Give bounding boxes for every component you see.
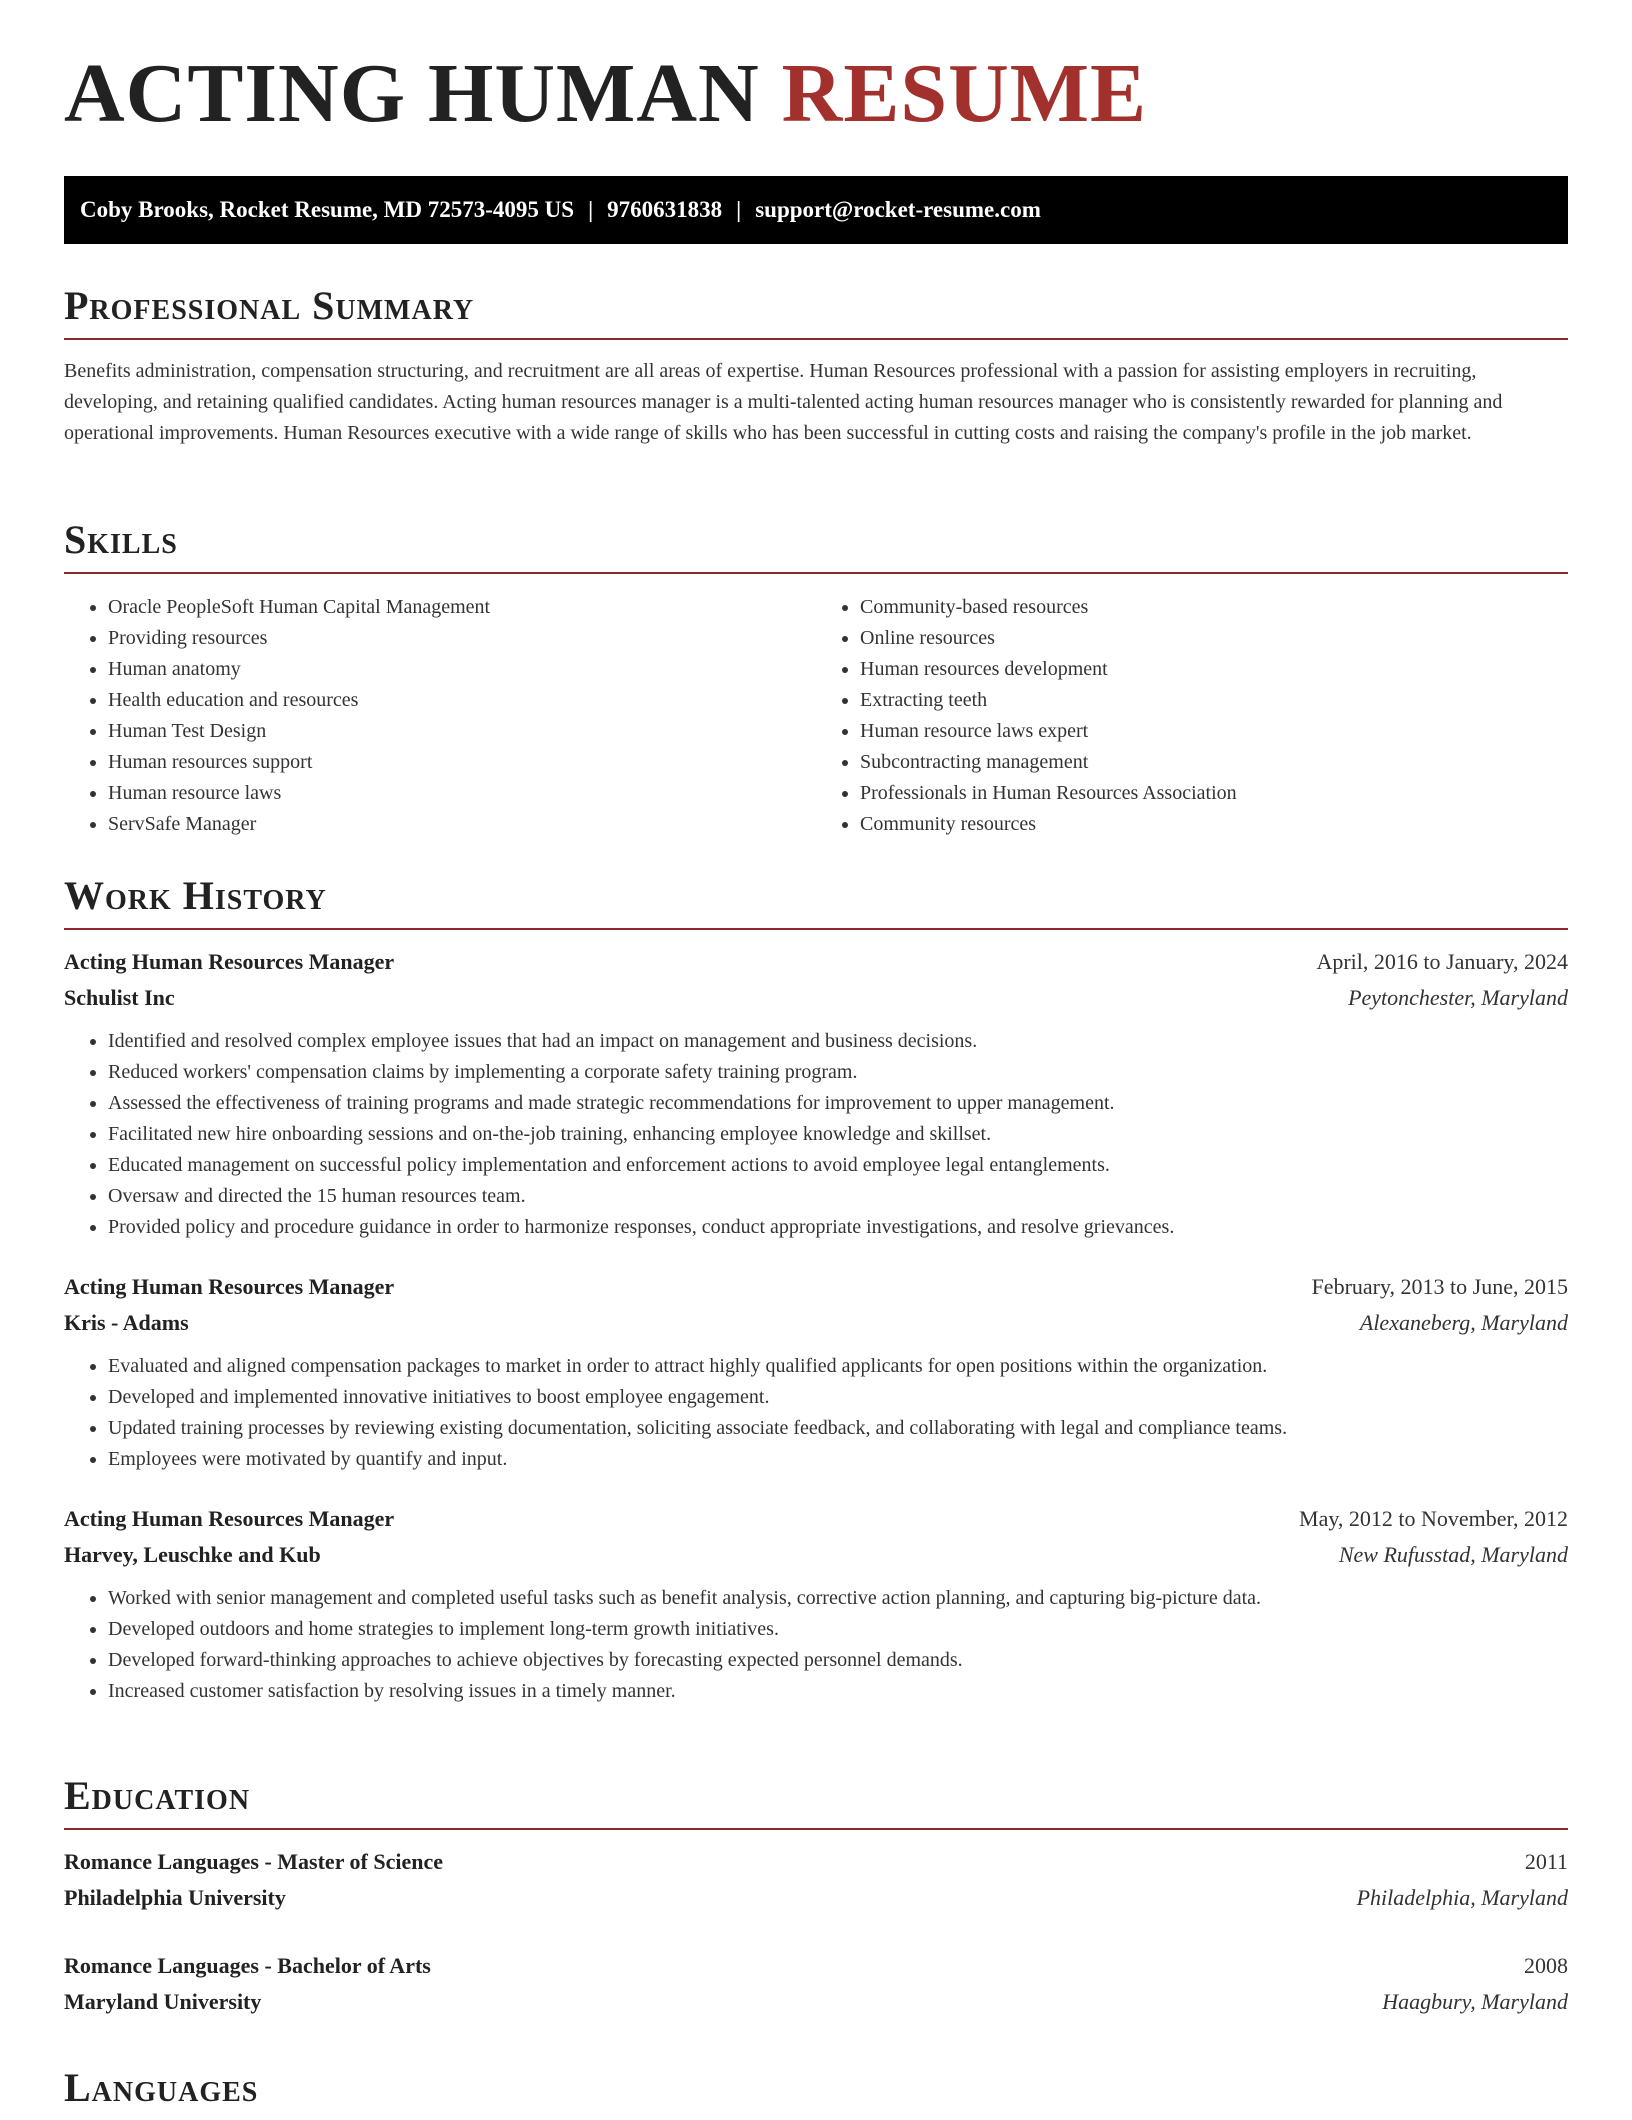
job-subheader (64, 1305, 1568, 1341)
skill-item: • Extracting teeth (860, 685, 1568, 716)
job-header (64, 1269, 1568, 1305)
job-bullet: • Educated management on successful policy implementation and enforcement actions to avoid employee legal entanglements. (108, 1150, 1568, 1181)
job-location: New Rufusstad, Maryland (1338, 1542, 1568, 1567)
skill-item: • Human resource laws expert (860, 716, 1568, 747)
job-dates: May, 2012 to November, 2012 (1299, 1506, 1568, 1531)
job-entry (64, 1501, 1568, 1707)
title-main: ACTING HUMAN (64, 47, 760, 140)
skill-item: • Subcontracting management (860, 747, 1568, 778)
education-school: Maryland University (64, 1989, 262, 2014)
education-header (64, 1948, 1568, 1984)
contact-bar (64, 176, 1568, 244)
education-school: Philadelphia University (64, 1885, 286, 1910)
contact-address: Coby Brooks, Rocket Resume, MD 72573-4095 US (80, 197, 575, 222)
job-bullet: • Developed forward-thinking approaches to achieve objectives by forecasting expected personnel demands. (108, 1645, 1568, 1676)
job-header (64, 1501, 1568, 1537)
skill-item: • Human resource laws (108, 778, 816, 809)
skill-item: • Human anatomy (108, 654, 816, 685)
skills-section (64, 517, 1568, 840)
job-location: Alexaneberg, Maryland (1359, 1310, 1568, 1335)
education-degree: Romance Languages - Bachelor of Arts (64, 1953, 431, 1978)
education-header (64, 1844, 1568, 1880)
education-year: 2011 (1524, 1849, 1568, 1874)
section-heading: Professional Summary (64, 286, 1568, 340)
contact-separator: | (588, 197, 594, 222)
education-location: Haagbury, Maryland (1382, 1989, 1568, 2014)
education-entry (64, 1948, 1568, 2020)
section-heading: Skills (64, 520, 1568, 574)
skill-item: • Online resources (860, 623, 1568, 654)
resume-title (64, 47, 1148, 140)
job-bullets (64, 1583, 1568, 1707)
skill-item: • Health education and resources (108, 685, 816, 716)
job-bullet: • Reduced workers' compensation claims by implementing a corporate safety training program. (108, 1057, 1568, 1088)
job-role: Acting Human Resources Manager (64, 1506, 395, 1531)
job-bullet: • Developed and implemented innovative initiatives to boost employee engagement. (108, 1382, 1568, 1413)
education-section (64, 1773, 1568, 2020)
job-subheader (64, 1537, 1568, 1573)
contact-email[interactable]: support@rocket-resume.com (755, 197, 1041, 222)
job-bullet: • Evaluated and aligned compensation packages to market in order to attract highly qualified applicants for open positions within the organization. (108, 1351, 1568, 1382)
summary-section (64, 283, 1568, 449)
job-role: Acting Human Resources Manager (64, 949, 395, 974)
contact-phone: 9760631838 (607, 197, 723, 222)
skill-item: • Providing resources (108, 623, 816, 654)
job-bullet: • Increased customer satisfaction by resolving issues in a timely manner. (108, 1676, 1568, 1707)
work-history-section (64, 873, 1568, 1707)
job-subheader (64, 980, 1568, 1016)
contact-separator: | (736, 197, 742, 222)
job-company: Harvey, Leuschke and Kub (64, 1542, 321, 1567)
job-dates: April, 2016 to January, 2024 (1316, 949, 1568, 974)
job-bullets (64, 1026, 1568, 1243)
education-subheader (64, 1984, 1568, 2020)
skills-columns (64, 592, 1568, 840)
skill-item: • Community resources (860, 809, 1568, 840)
job-bullet: • Oversaw and directed the 15 human resources team. (108, 1181, 1568, 1212)
job-bullet: • Provided policy and procedure guidance in order to harmonize responses, conduct appropriate investigations, and resolve grievances. (108, 1212, 1568, 1243)
job-role: Acting Human Resources Manager (64, 1274, 395, 1299)
job-bullet: • Facilitated new hire onboarding sessions and on-the-job training, enhancing employee knowledge and skillset. (108, 1119, 1568, 1150)
job-company: Schulist Inc (64, 985, 175, 1010)
skill-item: • Professionals in Human Resources Association (860, 778, 1568, 809)
education-degree: Romance Languages - Master of Science (64, 1849, 444, 1874)
job-bullet: • Employees were motivated by quantify and input. (108, 1444, 1568, 1475)
section-heading: Work History (64, 876, 1568, 930)
languages-section (64, 2065, 1568, 2120)
education-subheader (64, 1880, 1568, 1916)
education-entry (64, 1844, 1568, 1916)
job-dates: February, 2013 to June, 2015 (1311, 1274, 1568, 1299)
skills-list-left (64, 592, 816, 840)
job-entry (64, 1269, 1568, 1475)
skill-item: • Human resources development (860, 654, 1568, 685)
job-location: Peytonchester, Maryland (1348, 985, 1568, 1010)
job-bullet: • Worked with senior management and completed useful tasks such as benefit analysis, corrective action planning, and capturing big-picture data. (108, 1583, 1568, 1614)
job-entry (64, 944, 1568, 1243)
skills-list-right (816, 592, 1568, 840)
summary-text: Benefits administration, compensation structuring, and recruitment are all areas of expertise. Human Resources professional with a passion for assisting employers in recruiting, developing, and retaining qualified candidates. Acting human resources manager is a multi-talented acting human resources manager who is consistently rewarded for planning and operational improvements. Human Resources executive with a wide range of skills who has been successful in cutting costs and raising the company's profile in the job market. (64, 360, 1503, 444)
skill-item: • ServSafe Manager (108, 809, 816, 840)
job-company: Kris - Adams (64, 1310, 189, 1335)
skill-item: • Human Test Design (108, 716, 816, 747)
education-year: 2008 (1524, 1953, 1568, 1978)
job-header (64, 944, 1568, 980)
skill-item: • Oracle PeopleSoft Human Capital Management (108, 592, 816, 623)
education-location: Philadelphia, Maryland (1356, 1885, 1568, 1910)
section-heading: Education (64, 1776, 1568, 1830)
job-bullets (64, 1351, 1568, 1475)
title-accent: RESUME (781, 47, 1148, 140)
section-heading: Languages (64, 2065, 259, 2110)
job-bullet: • Identified and resolved complex employee issues that had an impact on management and business decisions. (108, 1026, 1568, 1057)
job-bullet: • Updated training processes by reviewing existing documentation, soliciting associate feedback, and collaborating with legal and compliance teams. (108, 1413, 1568, 1444)
skill-item: • Human resources support (108, 747, 816, 778)
skill-item: • Community-based resources (860, 592, 1568, 623)
job-bullet: • Assessed the effectiveness of training programs and made strategic recommendations for improvement to upper management. (108, 1088, 1568, 1119)
job-bullet: • Developed outdoors and home strategies to implement long-term growth initiatives. (108, 1614, 1568, 1645)
